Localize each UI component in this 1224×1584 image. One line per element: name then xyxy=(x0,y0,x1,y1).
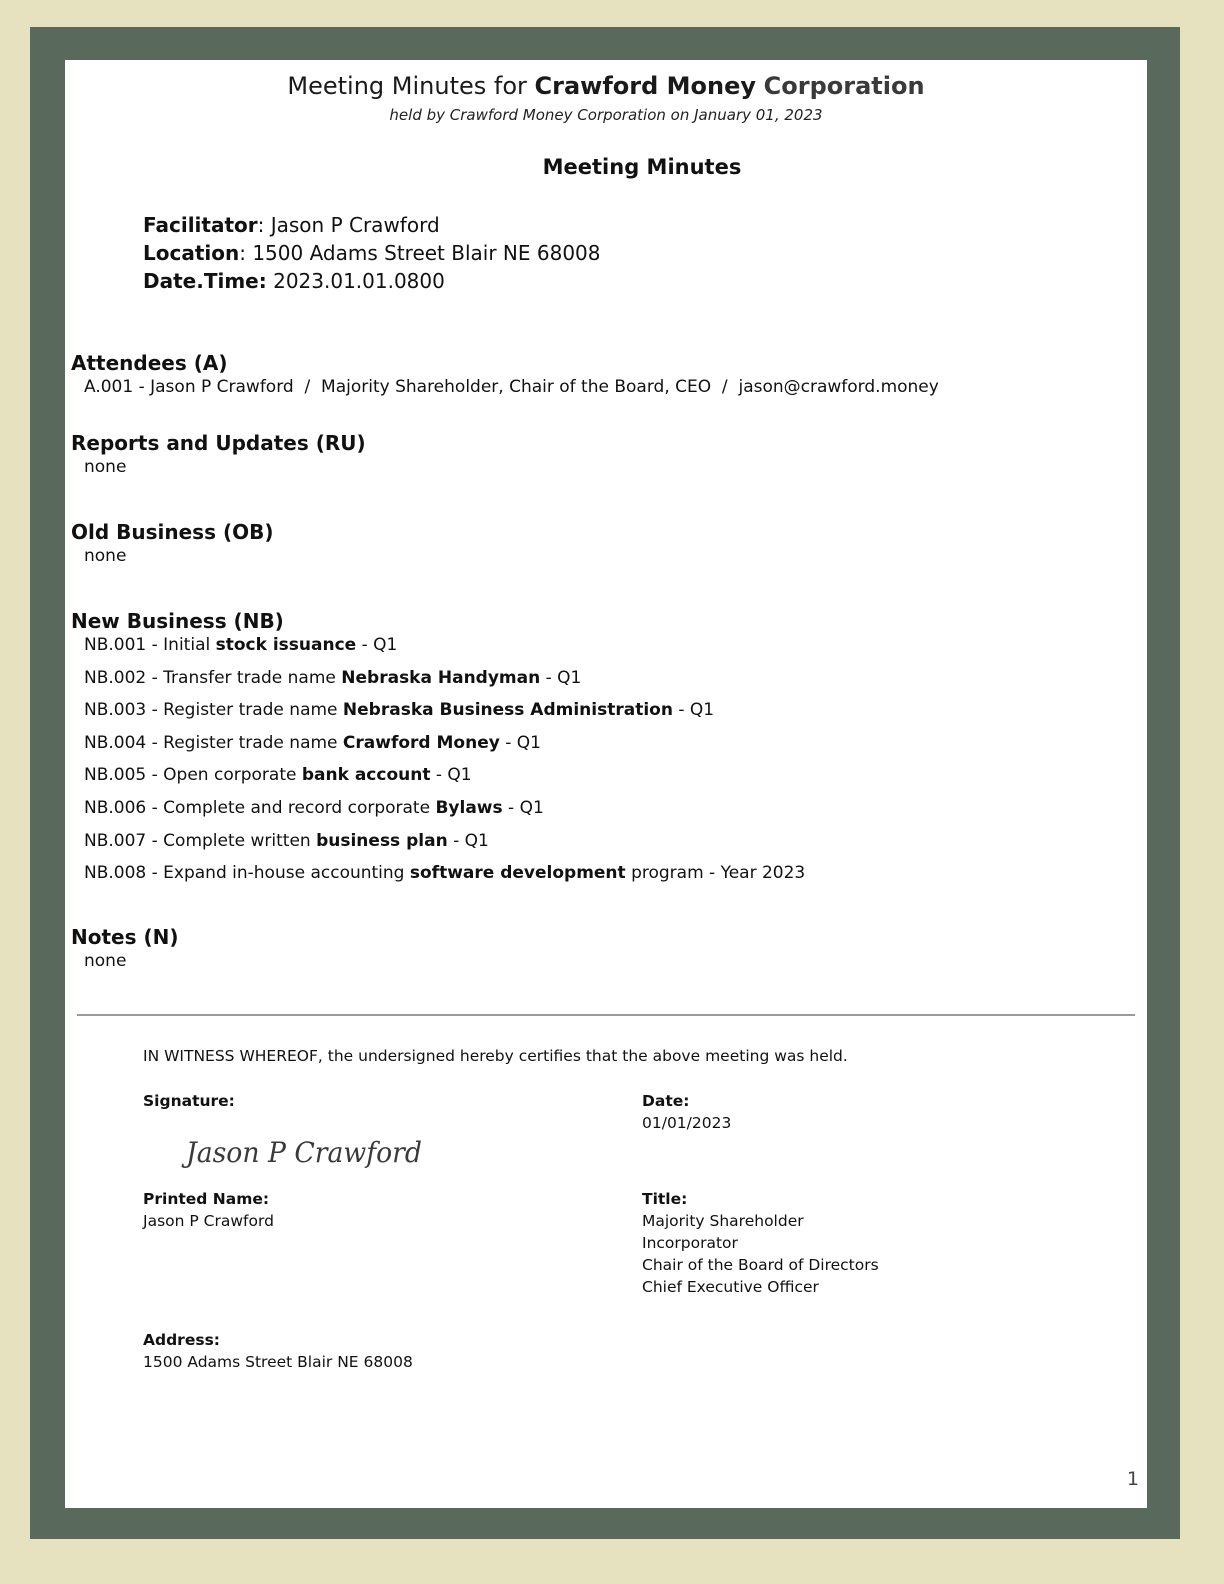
new-business-item xyxy=(84,797,1131,830)
new-business-item-emphasis: stock issuance xyxy=(215,635,357,655)
document-subtitle: held by Crawford Money Corporation on January 01, 2023 xyxy=(389,106,823,124)
new-business-item-text: NB.004 - Register trade name xyxy=(84,732,343,753)
new-business-list xyxy=(71,634,1131,895)
old-business-body: none xyxy=(84,546,127,566)
page-number: 1 xyxy=(1126,1468,1139,1490)
location-value: : 1500 Adams Street Blair NE 68008 xyxy=(239,241,601,265)
new-business-item-emphasis: Nebraska Business Administration xyxy=(342,700,673,721)
date-label: Date: xyxy=(642,1092,690,1110)
date-field xyxy=(642,1090,731,1134)
title-label: Title: xyxy=(642,1190,688,1208)
new-business-item xyxy=(84,667,1131,700)
new-business-item xyxy=(84,634,1131,667)
notes-body: none xyxy=(84,951,127,971)
new-business-item-text: NB.006 - Complete and record corporate xyxy=(84,797,436,818)
new-business-item xyxy=(84,732,1131,765)
printed-name-label: Printed Name: xyxy=(143,1190,270,1208)
datetime-label: Date.Time: xyxy=(143,269,267,293)
title-line: Majority Shareholder xyxy=(642,1212,804,1230)
new-business-item-emphasis: software development xyxy=(409,863,626,884)
page-border-frame xyxy=(30,27,1180,1539)
facilitator-label: Facilitator xyxy=(143,213,258,237)
title-company-suffix: Corporation xyxy=(763,72,925,100)
reports-heading: Reports and Updates (RU) xyxy=(71,431,366,455)
datetime-value: 2023.01.01.0800 xyxy=(266,269,445,293)
new-business-item-suffix: - Q1 xyxy=(430,765,472,786)
new-business-item xyxy=(84,862,1131,895)
new-business-item-suffix: - Q1 xyxy=(447,830,489,851)
title-line: Incorporator xyxy=(642,1234,738,1252)
old-business-section xyxy=(71,519,1131,567)
handwritten-signature xyxy=(180,1128,440,1176)
signature-label: Signature: xyxy=(143,1092,235,1110)
date-value: 01/01/2023 xyxy=(642,1114,732,1132)
new-business-heading: New Business (NB) xyxy=(71,609,284,633)
reports-body: none xyxy=(84,457,127,477)
new-business-item-suffix: - Q1 xyxy=(499,732,541,753)
signature-script: Jason P Crawford xyxy=(181,1136,422,1169)
new-business-item-text: NB.005 - Open corporate xyxy=(84,765,302,786)
new-business-item xyxy=(84,764,1131,797)
old-business-heading: Old Business (OB) xyxy=(71,520,274,544)
title-company-name: Crawford Money xyxy=(534,72,757,100)
address-value: 1500 Adams Street Blair NE 68008 xyxy=(143,1353,413,1371)
printed-name-field xyxy=(143,1188,274,1232)
location-row xyxy=(143,239,601,267)
title-line: Chair of the Board of Directors xyxy=(642,1256,879,1274)
new-business-item-text: NB.001 - Initial xyxy=(84,635,216,655)
new-business-item-suffix: - Q1 xyxy=(672,700,715,721)
new-business-item-text: NB.007 - Complete written xyxy=(84,830,317,851)
new-business-item-text: NB.003 - Register trade name xyxy=(84,700,343,721)
new-business-item-text: NB.008 - Expand in-house accounting xyxy=(84,863,410,884)
document-title xyxy=(65,72,1147,100)
document-page xyxy=(65,60,1147,1508)
title-prefix: Meeting Minutes for xyxy=(287,72,527,100)
address-field xyxy=(143,1329,413,1373)
new-business-item-text: NB.002 - Transfer trade name xyxy=(84,667,342,688)
facilitator-row xyxy=(143,211,601,239)
datetime-row xyxy=(143,267,601,295)
new-business-item-emphasis: Nebraska Handyman xyxy=(341,667,541,688)
signature-field xyxy=(143,1090,235,1112)
new-business-item-emphasis: Crawford Money xyxy=(342,732,500,753)
reports-section xyxy=(71,430,1131,478)
meeting-meta xyxy=(143,211,601,295)
minutes-heading: Meeting Minutes xyxy=(542,155,742,179)
witness-statement: IN WITNESS WHEREOF, the undersigned hereby certifies that the above meeting was held. xyxy=(143,1047,848,1065)
new-business-item-suffix: - Q1 xyxy=(540,667,582,688)
new-business-item-suffix: program - Year 2023 xyxy=(625,863,806,884)
attendee-item: A.001 - Jason P Crawford / Majority Shareholder, Chair of the Board, CEO / jason@crawford.money xyxy=(84,377,939,397)
new-business-item-suffix: - Q1 xyxy=(356,635,398,655)
new-business-item-suffix: - Q1 xyxy=(502,797,544,818)
location-label: Location xyxy=(143,241,240,265)
printed-name-value: Jason P Crawford xyxy=(143,1212,274,1230)
new-business-item xyxy=(84,830,1131,863)
new-business-item-emphasis: business plan xyxy=(316,830,448,851)
new-business-item-emphasis: bank account xyxy=(301,765,431,786)
address-label: Address: xyxy=(143,1331,220,1349)
notes-section xyxy=(71,924,1131,972)
attendees-section xyxy=(71,350,1131,398)
section-divider xyxy=(77,1014,1135,1016)
attendees-heading: Attendees (A) xyxy=(71,351,228,375)
title-line: Chief Executive Officer xyxy=(642,1278,819,1296)
new-business-item xyxy=(84,699,1131,732)
notes-heading: Notes (N) xyxy=(71,925,179,949)
new-business-section xyxy=(71,608,1131,895)
title-field xyxy=(642,1188,879,1298)
facilitator-value: : Jason P Crawford xyxy=(257,213,440,237)
new-business-item-emphasis: Bylaws xyxy=(435,797,503,818)
